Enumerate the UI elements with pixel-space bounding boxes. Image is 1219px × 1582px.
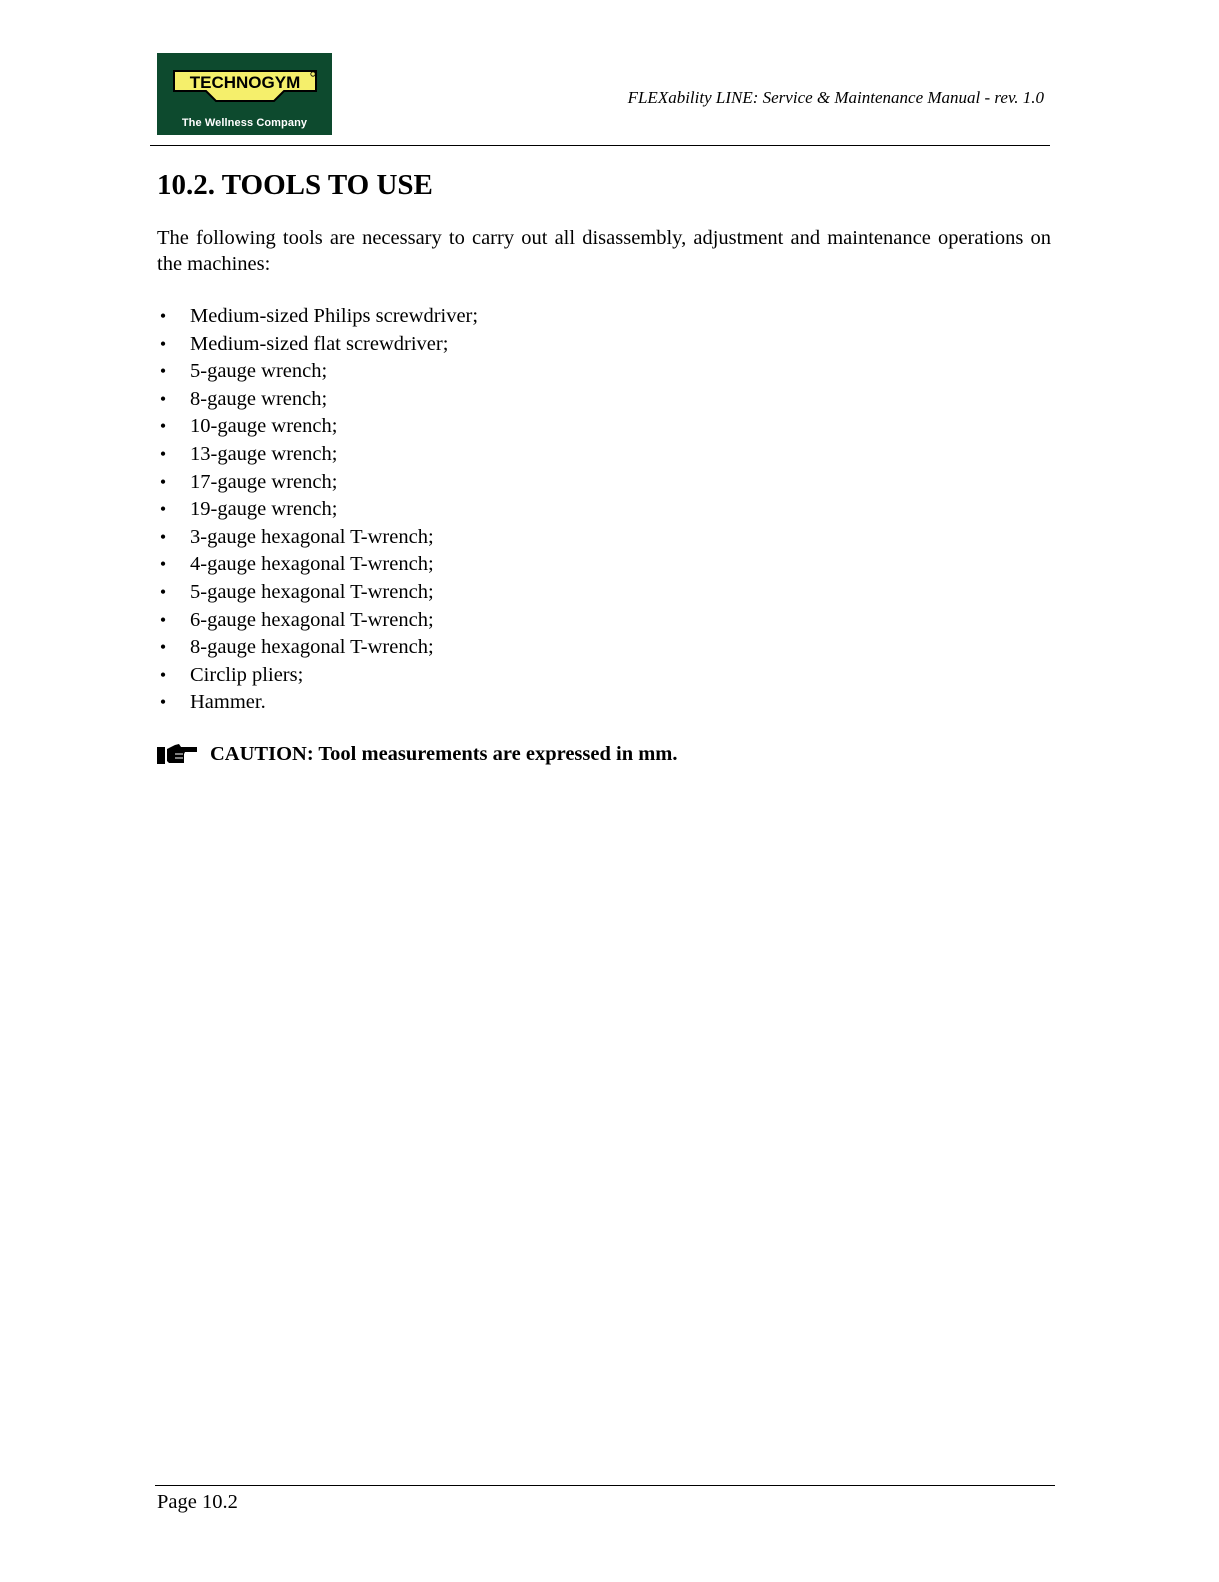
bullet-icon: • (159, 526, 167, 547)
bullet-icon: • (159, 554, 167, 575)
technogym-logo-tagline: The Wellness Company (181, 117, 308, 129)
bullet-icon: • (159, 471, 167, 492)
bullet-icon: • (159, 637, 167, 658)
technogym-logo (157, 53, 332, 135)
tool-item-text: 4-gauge hexagonal T-wrench; (190, 553, 434, 576)
intro-paragraph: The following tools are necessary to carry out all disassembly, adjustment and maintenance operations on the machines: (157, 227, 1051, 275)
caution-text: CAUTION: Tool measurements are expressed in mm. (210, 743, 678, 765)
bullet-icon: • (159, 499, 167, 520)
tool-item-text: 8-gauge wrench; (190, 387, 328, 410)
bullet-icon: • (159, 581, 167, 602)
header-divider (150, 145, 1050, 146)
tool-item-text: 13-gauge wrench; (190, 442, 338, 465)
bullet-icon: • (159, 443, 167, 464)
document-title: FLEXability LINE: Service & Maintenance Manual - rev. 1.0 (627, 88, 1044, 107)
page-number: Page 10.2 (157, 1491, 238, 1513)
footer-divider (155, 1485, 1055, 1486)
tool-item-text: 6-gauge hexagonal T-wrench; (190, 608, 434, 631)
tool-item-text: 17-gauge wrench; (190, 470, 338, 493)
tool-item-text: 5-gauge wrench; (190, 360, 328, 383)
technogym-logo-brand: TECHNOGYM (189, 73, 301, 92)
tool-item-text: 19-gauge wrench; (190, 498, 338, 521)
tool-item-text: Medium-sized flat screwdriver; (190, 332, 449, 355)
bullet-icon: • (159, 692, 167, 713)
tool-item-text: Hammer. (190, 691, 266, 714)
bullet-icon: • (159, 664, 167, 685)
pointing-hand-icon (157, 742, 198, 764)
section-heading: 10.2. TOOLS TO USE (157, 169, 433, 201)
bullet-icon: • (159, 388, 167, 409)
tool-item-text: Medium-sized Philips screwdriver; (190, 305, 479, 327)
tool-item-text: 8-gauge hexagonal T-wrench; (190, 636, 434, 659)
tool-item-text: 3-gauge hexagonal T-wrench; (190, 525, 434, 548)
bullet-icon: • (159, 333, 167, 354)
bullet-icon: • (159, 361, 167, 382)
bullet-icon: • (159, 306, 167, 326)
tool-item-text: 10-gauge wrench; (190, 415, 338, 438)
tool-item-text: 5-gauge hexagonal T-wrench; (190, 580, 434, 603)
tool-item-text: Circlip pliers; (190, 663, 304, 686)
bullet-icon: • (159, 416, 167, 437)
bullet-icon: • (159, 609, 167, 630)
technogym-logo-badge (170, 67, 320, 105)
